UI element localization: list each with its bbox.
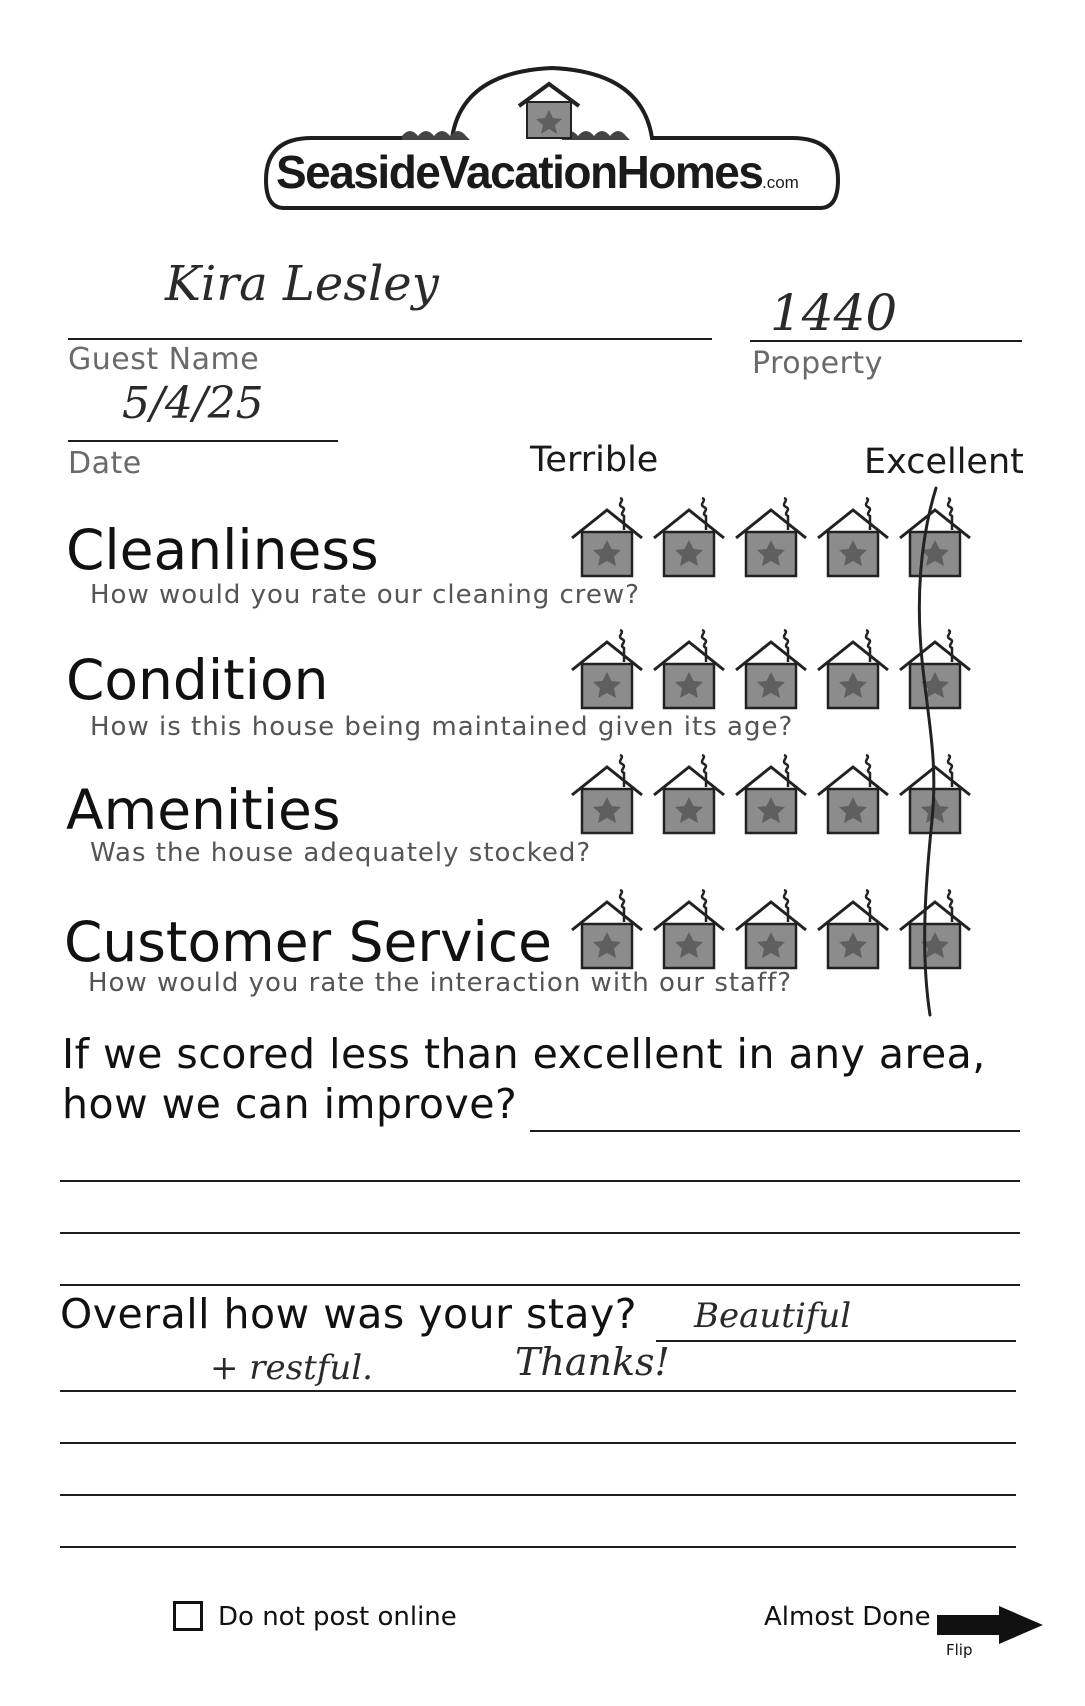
category-title: Amenities (66, 778, 341, 842)
overall-answer-word1: Beautiful (694, 1296, 852, 1336)
property-line (750, 340, 1022, 342)
date-label: Date (68, 446, 142, 481)
brand-logo-suffix: .com (762, 173, 799, 192)
guest-name-value: Kira Lesley (165, 256, 439, 312)
flip-label: Flip (946, 1641, 973, 1659)
house-rating-icon[interactable] (814, 620, 892, 712)
overall-answer-line (656, 1340, 1016, 1342)
house-rating-icon[interactable] (568, 745, 646, 837)
improve-answer-line (60, 1180, 1020, 1182)
improve-question-line1: If we scored less than excellent in any area, (62, 1030, 986, 1078)
brand-logo (262, 58, 842, 228)
scale-low-label: Terrible (530, 440, 659, 480)
brand-logo-text: SeasideVacationHomes (276, 146, 763, 198)
house-rating-icon[interactable] (568, 880, 646, 972)
category-title: Customer Service (64, 910, 552, 974)
house-rating-icon[interactable] (896, 745, 974, 837)
property-value: 1440 (770, 284, 898, 342)
house-rating-icon[interactable] (650, 880, 728, 972)
improve-answer-line (60, 1232, 1020, 1234)
category-question: How would you rate the interaction with our staff? (88, 968, 793, 998)
category-title: Cleanliness (66, 518, 379, 582)
category-title: Condition (66, 648, 329, 712)
guest-name-line (68, 338, 712, 340)
category-question: How would you rate our cleaning crew? (90, 580, 640, 610)
overall-answer-line (60, 1494, 1016, 1496)
house-rating-icon[interactable] (814, 745, 892, 837)
overall-answer-line (60, 1390, 1016, 1392)
house-rating-icon[interactable] (814, 488, 892, 580)
house-rating-icon[interactable] (814, 880, 892, 972)
category-question: Was the house adequately stocked? (90, 838, 592, 868)
improve-question-line2: how we can improve? (62, 1080, 518, 1128)
overall-answer-line (60, 1442, 1016, 1444)
overall-answer-word2: + restful. (210, 1348, 373, 1388)
overall-question: Overall how was your stay? (60, 1290, 638, 1338)
house-rating-icon[interactable] (732, 880, 810, 972)
house-rating-icon[interactable] (650, 488, 728, 580)
house-rating-icon[interactable] (732, 488, 810, 580)
house-rating-icon[interactable] (568, 620, 646, 712)
house-rating-icon[interactable] (896, 488, 974, 580)
date-line (68, 440, 338, 442)
house-rating-icon[interactable] (732, 745, 810, 837)
almost-done-label: Almost Done (764, 1602, 931, 1632)
do-not-post-label: Do not post online (218, 1602, 457, 1632)
house-rating-icon[interactable] (650, 620, 728, 712)
property-label: Property (752, 346, 883, 381)
house-rating-icon[interactable] (650, 745, 728, 837)
scale-high-label: Excellent (864, 442, 1024, 482)
house-rating-icon[interactable] (568, 488, 646, 580)
arrow-right-icon (937, 1606, 1043, 1644)
do-not-post-checkbox[interactable] (173, 1601, 203, 1631)
house-rating-icon[interactable] (896, 880, 974, 972)
house-rating-icon[interactable] (732, 620, 810, 712)
category-question: How is this house being maintained given its age? (90, 712, 794, 742)
date-value: 5/4/25 (122, 378, 264, 429)
overall-answer-line (60, 1546, 1016, 1548)
improve-answer-line (60, 1284, 1020, 1286)
guest-name-label: Guest Name (68, 342, 260, 377)
house-rating-icon[interactable] (896, 620, 974, 712)
improve-answer-line (530, 1130, 1020, 1132)
overall-answer-word3: Thanks! (515, 1340, 670, 1384)
